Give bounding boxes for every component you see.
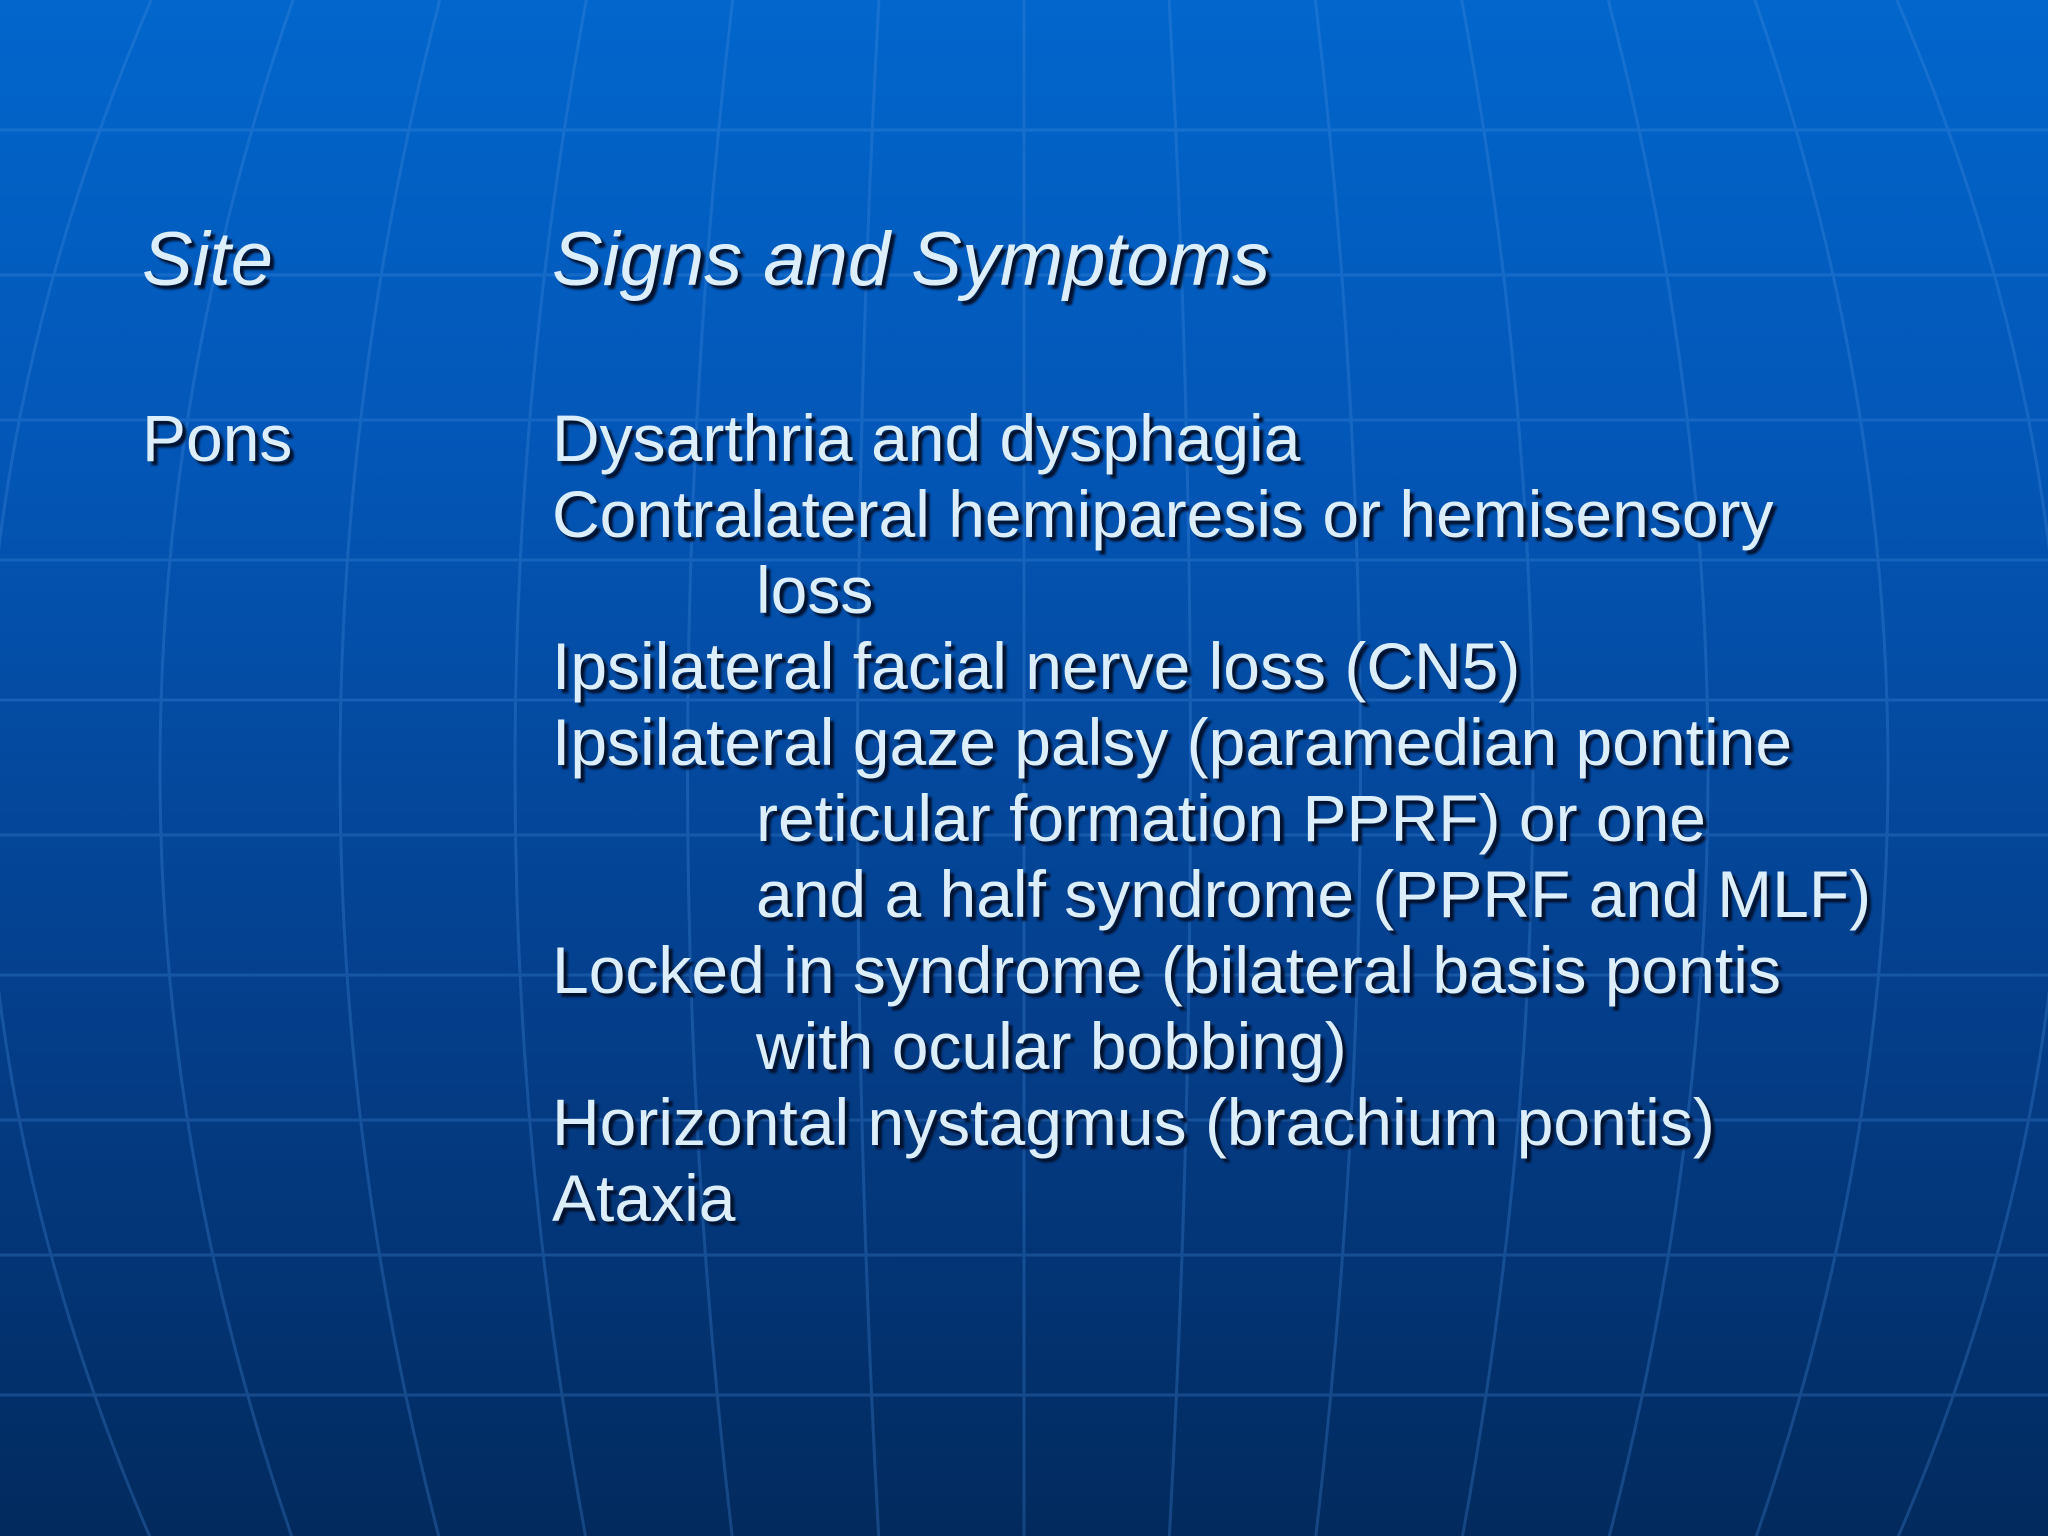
symptom-item xyxy=(552,704,1871,932)
symptom-line: Ataxia xyxy=(552,1161,736,1235)
symptom-item xyxy=(552,476,1871,628)
site-label-pons: Pons xyxy=(142,401,293,475)
symptom-item xyxy=(552,1160,1871,1236)
symptom-item xyxy=(552,628,1871,704)
symptom-continuation-line: loss xyxy=(756,553,874,627)
symptom-item xyxy=(552,1084,1871,1160)
symptom-line: Ipsilateral gaze palsy (paramedian pontine xyxy=(552,705,1793,779)
symptom-list xyxy=(552,400,1871,1236)
symptom-continuation-line: reticular formation PPRF) or one xyxy=(756,781,1707,855)
symptom-line: Horizontal nystagmus (brachium pontis) xyxy=(552,1085,1715,1159)
symptom-line: Contralateral hemiparesis or hemisensory xyxy=(552,477,1774,551)
signs-column-header: Signs and Symptoms xyxy=(552,217,1271,302)
symptom-item xyxy=(552,400,1871,476)
symptom-line: Ipsilateral facial nerve loss (CN5) xyxy=(552,629,1521,703)
symptom-line: Locked in syndrome (bilateral basis pontis xyxy=(552,933,1781,1007)
symptom-item xyxy=(552,932,1871,1084)
symptom-continuation-line: and a half syndrome (PPRF and MLF) xyxy=(756,857,1872,931)
symptom-line: Dysarthria and dysphagia xyxy=(552,401,1301,475)
site-column-header: Site xyxy=(142,217,273,302)
symptom-continuation-line: with ocular bobbing) xyxy=(756,1009,1347,1083)
